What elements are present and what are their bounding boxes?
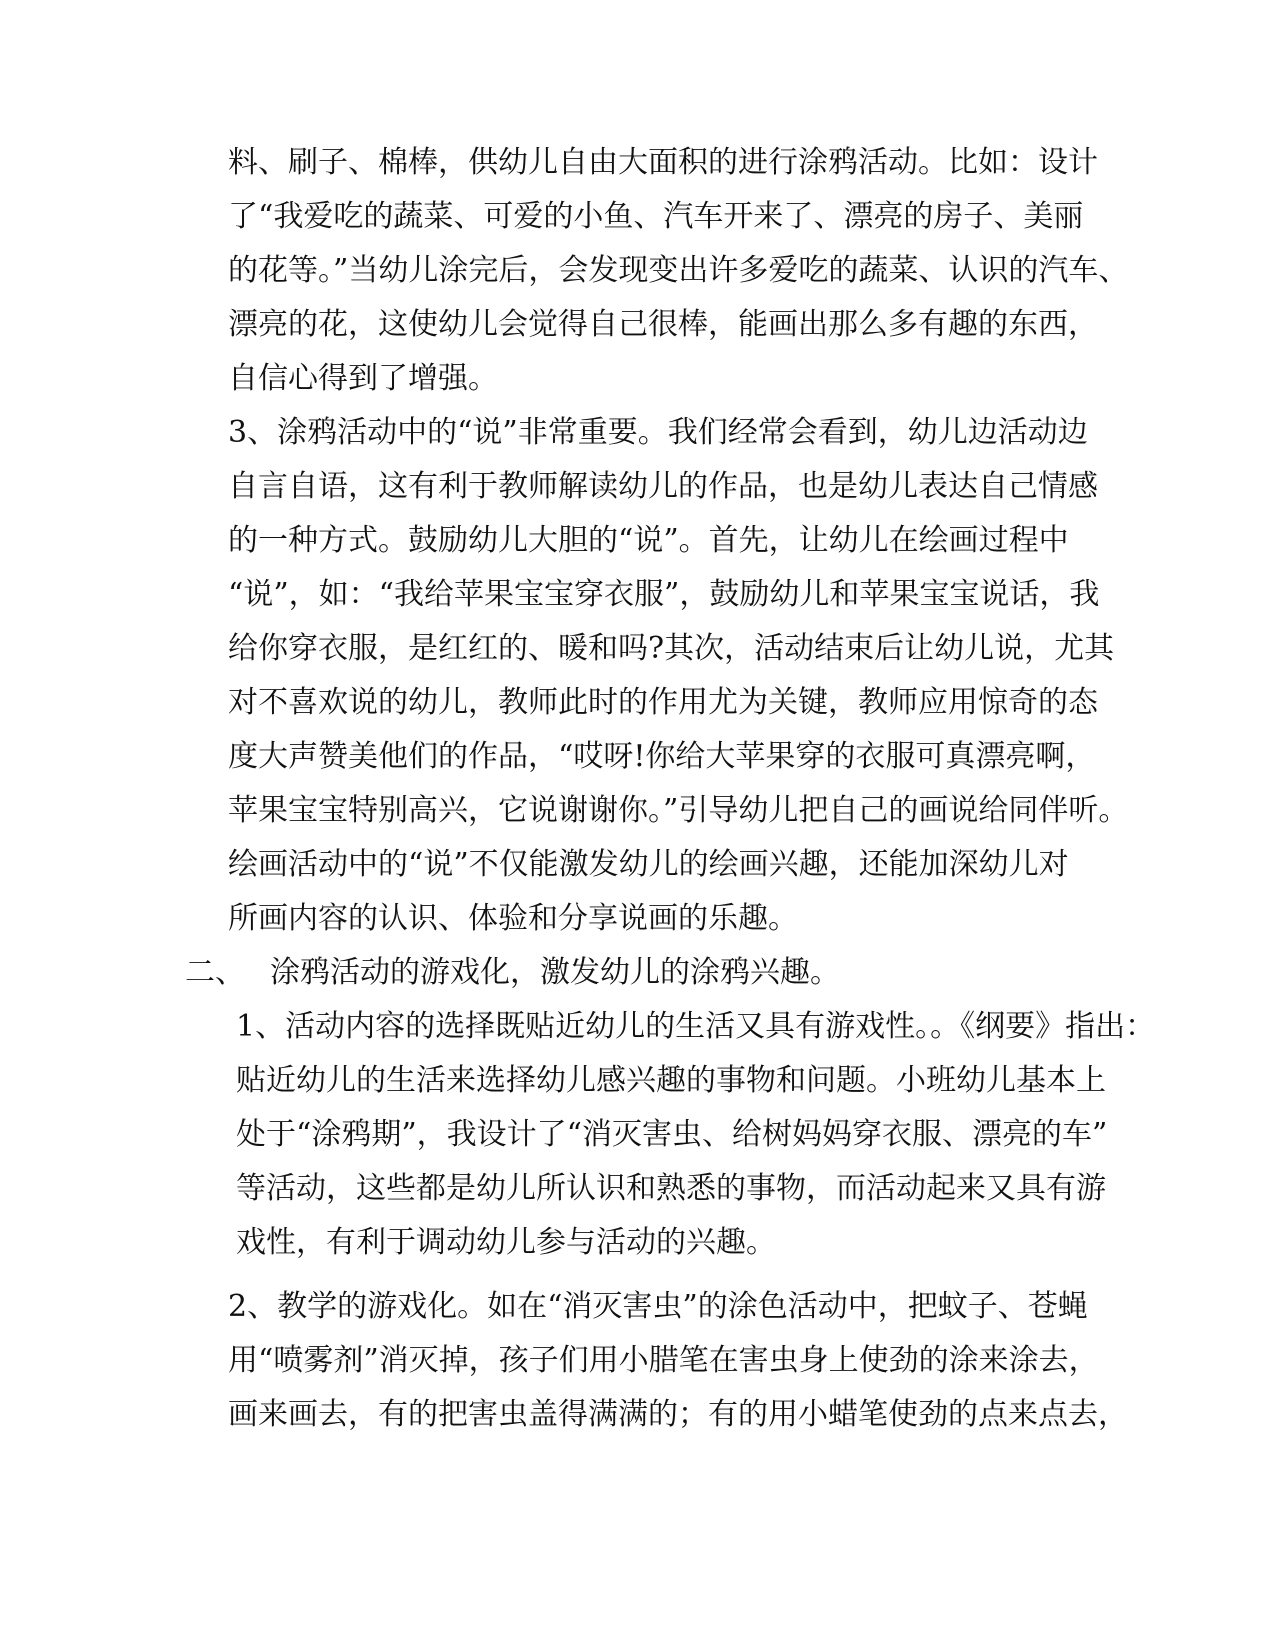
- text-line: 自信心得到了增强。: [228, 361, 498, 396]
- text-line: “说”，如：“我给苹果宝宝穿衣服”，鼓励幼儿和苹果宝宝说话，我: [228, 577, 1100, 612]
- text-line: 的花等。”当幼儿涂完后，会发现变出许多爱吃的蔬菜、认识的汽车、: [228, 253, 1129, 288]
- text-line: 3、涂鸦活动中的“说”非常重要。我们经常会看到，幼儿边活动边: [228, 415, 1088, 450]
- text-line: 苹果宝宝特别高兴，它说谢谢你。”引导幼儿把自己的画说给同伴听。: [228, 793, 1129, 828]
- text-line: 2、教学的游戏化。如在“消灭害虫”的涂色活动中，把蚊子、苍蝇: [228, 1289, 1088, 1324]
- text-line: 处于“涂鸦期”，我设计了“消灭害虫、给树妈妈穿衣服、漂亮的车”: [236, 1117, 1108, 1152]
- text-line: 绘画活动中的“说”不仅能激发幼儿的绘画兴趣，还能加深幼儿对: [228, 847, 1069, 882]
- text-line: 料、刷子、棉棒，供幼儿自由大面积的进行涂鸦活动。比如：设计: [228, 145, 1098, 180]
- text-line: 了“我爱吃的蔬菜、可爱的小鱼、汽车开来了、漂亮的房子、美丽: [228, 199, 1084, 234]
- text-line: 戏性，有利于调动幼儿参与活动的兴趣。: [236, 1225, 776, 1260]
- section-number: 二、: [185, 955, 245, 990]
- text-line: 漂亮的花，这使幼儿会觉得自己很棒，能画出那么多有趣的东西，: [228, 307, 1098, 342]
- text-line: 用“喷雾剂”消灭掉，孩子们用小腊笔在害虫身上使劲的涂来涂去，: [228, 1343, 1099, 1378]
- text-line: 自言自语，这有利于教师解读幼儿的作品，也是幼儿表达自己情感: [228, 469, 1098, 504]
- text-line: 给你穿衣服，是红红的、暖和吗?其次，活动结束后让幼儿说，尤其: [228, 631, 1115, 666]
- text-line: 所画内容的认识、体验和分享说画的乐趣。: [228, 901, 798, 936]
- text-line: 对不喜欢说的幼儿，教师此时的作用尤为关键，教师应用惊奇的态: [228, 685, 1098, 720]
- text-line: 度大声赞美他们的作品，“哎呀!你给大苹果穿的衣服可真漂亮啊，: [228, 739, 1096, 774]
- text-line: 等活动，这些都是幼儿所认识和熟悉的事物，而活动起来又具有游: [236, 1171, 1106, 1206]
- text-line: 1、活动内容的选择既贴近幼儿的生活又具有游戏性。。《纲要》指出：: [236, 1009, 1156, 1044]
- text-line: 贴近幼儿的生活来选择幼儿感兴趣的事物和问题。小班幼儿基本上: [236, 1063, 1106, 1098]
- text-line: 的一种方式。鼓励幼儿大胆的“说”。首先，让幼儿在绘画过程中: [228, 523, 1069, 558]
- section-heading: 涂鸦活动的游戏化，激发幼儿的涂鸦兴趣。: [270, 955, 840, 990]
- text-line: 画来画去，有的把害虫盖得满满的；有的用小蜡笔使劲的点来点去，: [228, 1397, 1128, 1432]
